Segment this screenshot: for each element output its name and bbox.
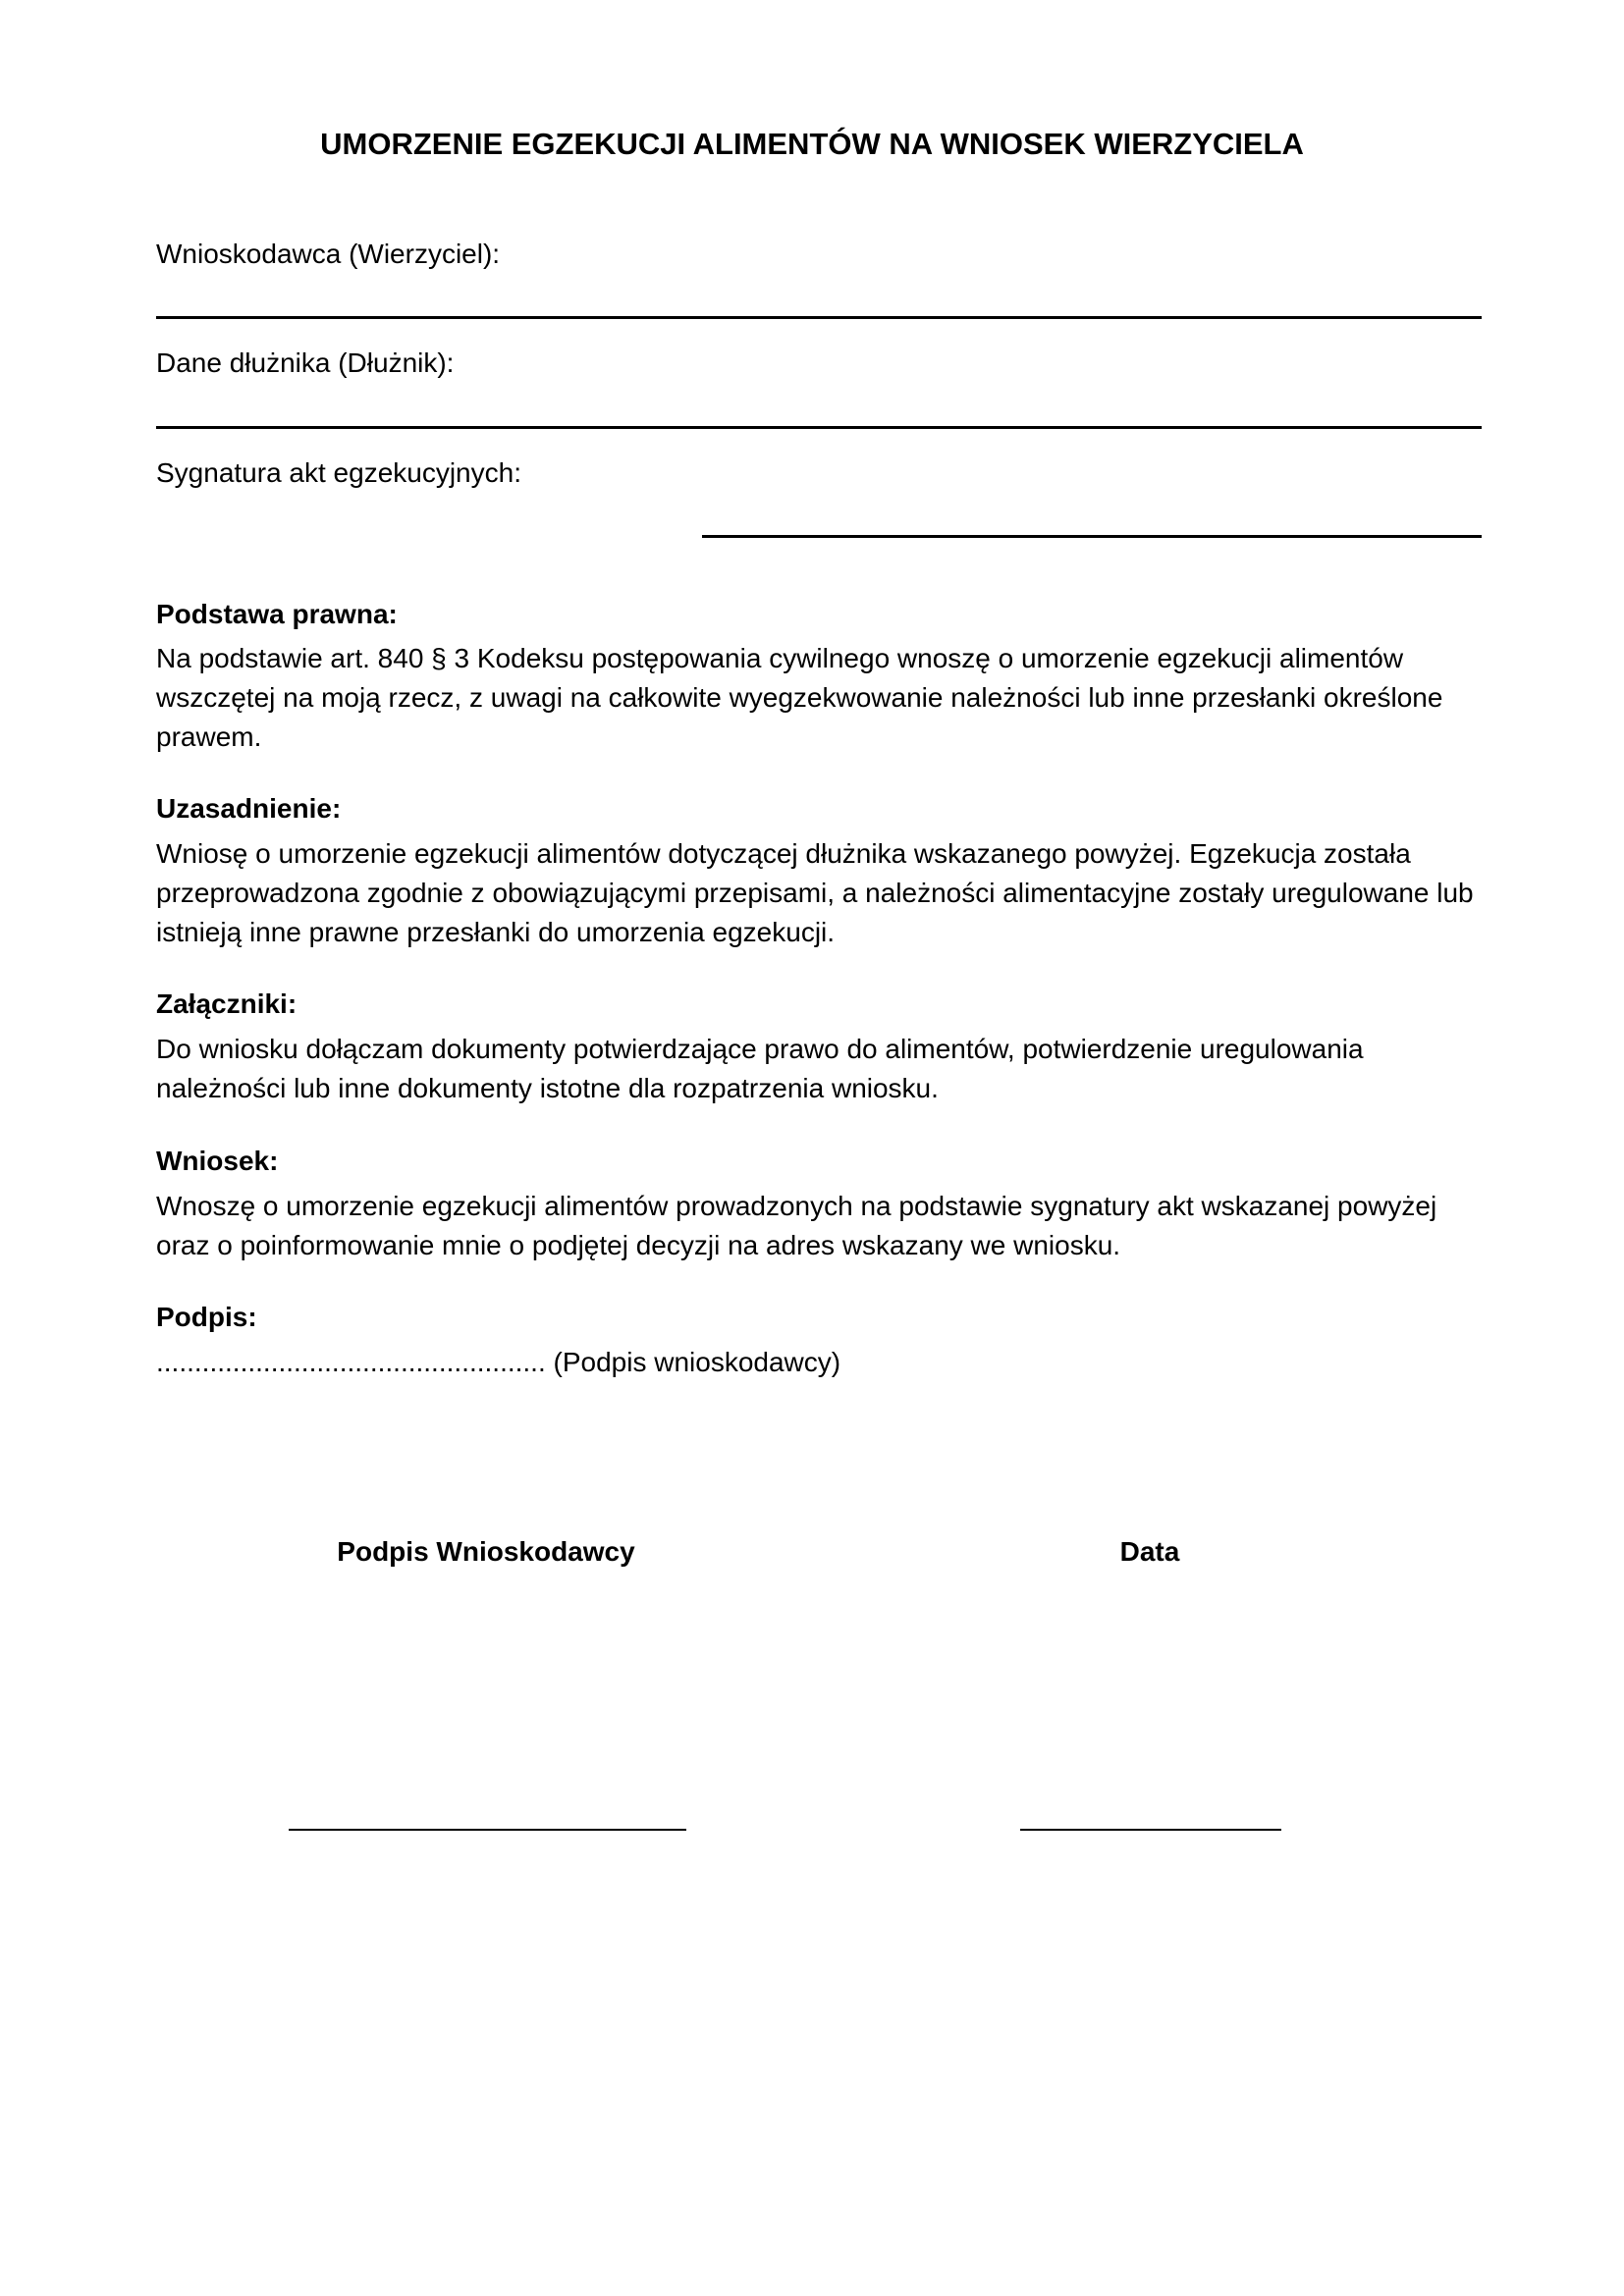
debtor-fill-line[interactable] [156, 426, 1482, 429]
signature-heading: Podpis: [156, 1302, 257, 1332]
date-label: Data [1119, 1536, 1180, 1567]
legal-basis-heading: Podstawa prawna: [156, 599, 398, 629]
attachments-heading: Załączniki: [156, 988, 298, 1019]
signature-placeholder-text: ................................................... (Podpis wnioskodawcy) [156, 1347, 841, 1377]
request-text: Wnoszę o umorzenie egzekucji alimentów prowadzonych na podstawie sygnatury akt wskazanej powyżej oraz o poinformowanie mnie o podjętej decyzji na adres wskazany we wniosku. [156, 1191, 1437, 1260]
justification-heading: Uzasadnienie: [156, 793, 342, 824]
applicant-signature-label: Podpis Wnioskodawcy [337, 1536, 635, 1567]
applicant-signature-line[interactable] [289, 1829, 686, 1831]
debtor-field-label: Dane dłużnika (Dłużnik): [156, 347, 455, 378]
creditor-fill-line[interactable] [156, 316, 1482, 319]
creditor-field-label: Wnioskodawca (Wierzyciel): [156, 239, 501, 269]
document-title: UMORZENIE EGZEKUCJI ALIMENTÓW NA WNIOSEK WIERZYCIELA [320, 127, 1304, 161]
case-number-field-label: Sygnatura akt egzekucyjnych: [156, 457, 521, 488]
case-number-fill-line[interactable] [702, 535, 1482, 538]
date-line[interactable] [1020, 1829, 1281, 1831]
attachments-text: Do wniosku dołączam dokumenty potwierdzające prawo do alimentów, potwierdzenie uregulowania należności lub inne dokumenty istotne dla rozpatrzenia wniosku. [156, 1034, 1364, 1103]
justification-text: Wniosę o umorzenie egzekucji alimentów dotyczącej dłużnika wskazanego powyżej. Egzekucja została przeprowadzona zgodnie z obowiązującymi przepisami, a należności alimentacyjne zostały uregulowane lub istnieją inne prawne przesłanki do umorzenia egzekucji. [156, 838, 1474, 947]
legal-basis-text: Na podstawie art. 840 § 3 Kodeksu postępowania cywilnego wnoszę o umorzenie egzekucji alimentów wszczętej na moją rzecz, z uwagi na całkowite wyegzekwowanie należności lub inne przesłanki określone prawem. [156, 643, 1443, 752]
request-heading: Wniosek: [156, 1146, 279, 1176]
